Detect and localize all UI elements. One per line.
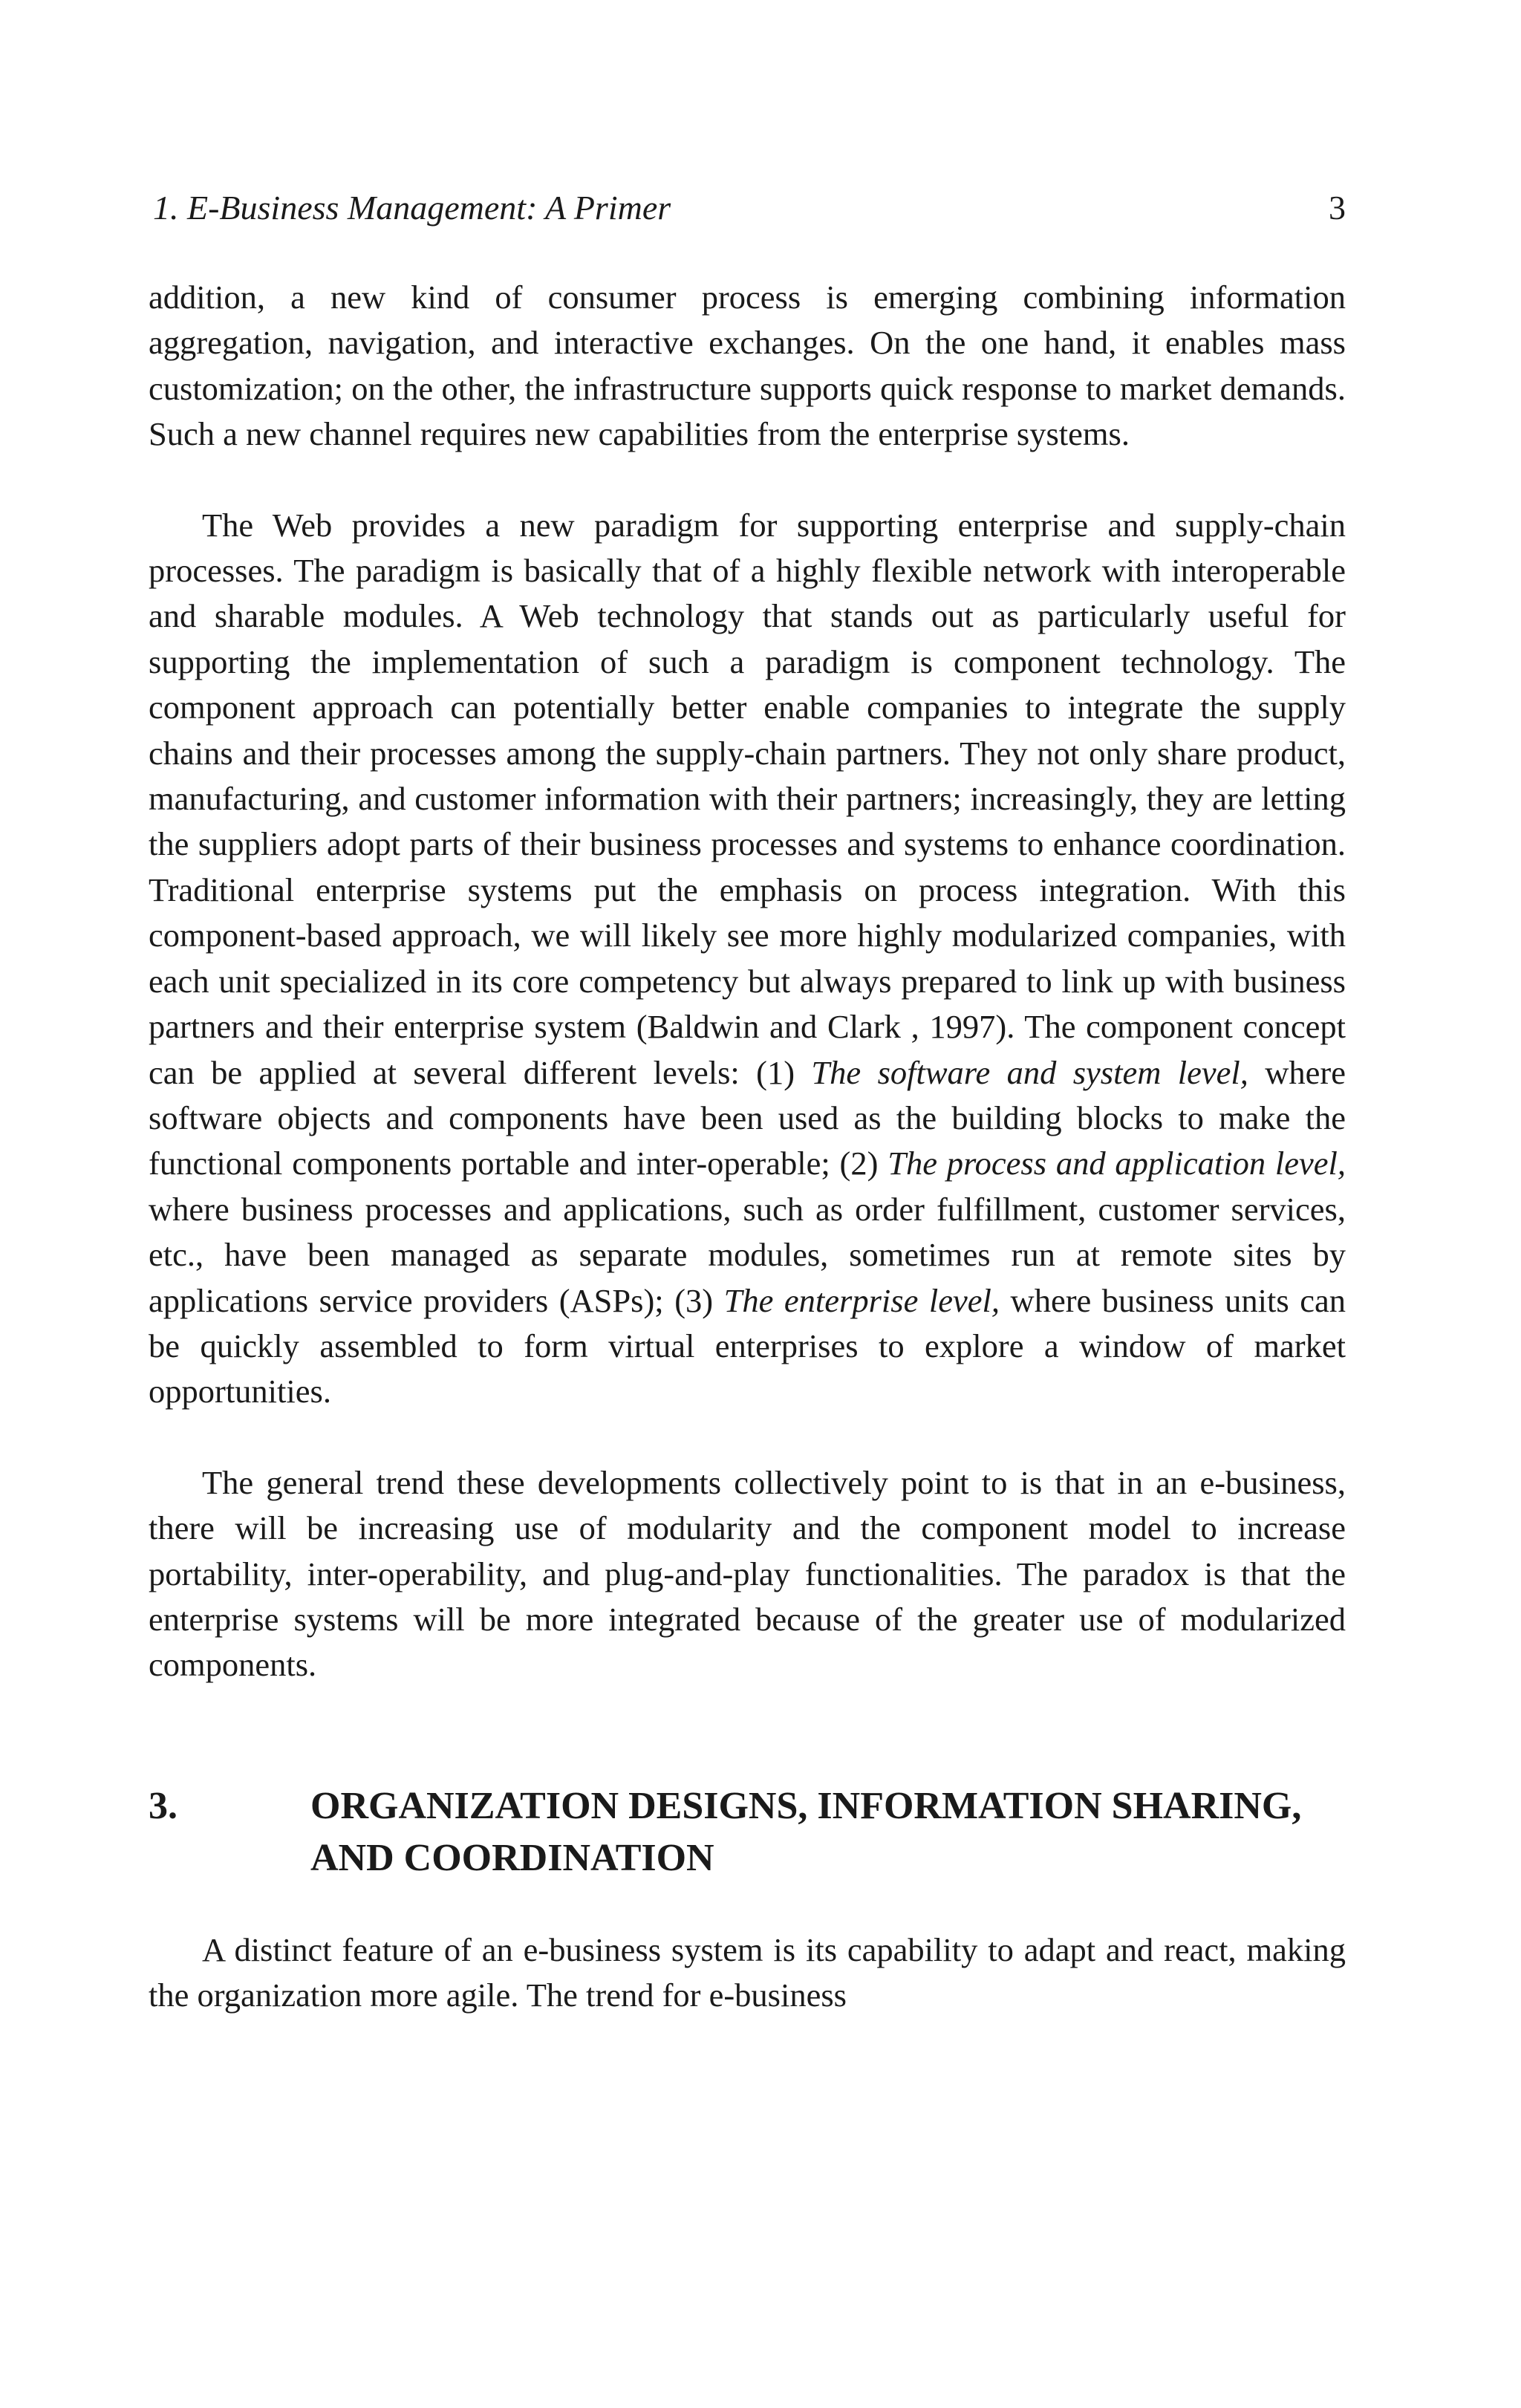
paragraph-text: where business units can be quickly assembled to form virtual enterprises to explore a window of market opportunities. (149, 1281, 1346, 1410)
section-title: ORGANIZATION DESIGNS, INFORMATION SHARING, AND COORDINATION (310, 1784, 1302, 1879)
running-head-title: 1. E-Business Management: A Primer (153, 189, 671, 227)
paragraph-text: The Web provides a new paradigm for supporting enterprise and supply-chain processes. The paradigm is basically that of a highly flexible network with interoperable and sharable modules. A Web technology that stands out as particularly useful for supporting the implementation of such a paradigm is component technology. The component approach can potentially better enable companies to integrate the supply chains and their processes among the supply-chain partners. They not only share product, manufacturing, and customer information with their partners; increasingly, they are letting the suppliers adopt parts of their business processes and systems to enhance coordination. Traditional enterprise systems put the emphasis on process integration. With this component-based approach, we will likely see more highly modularized companies, with each unit specialized in its core competency but always prepared to link up with business partners and their enterprise system (Baldwin and Clark , 1997). The component concept can be applied at several different levels: (1) (149, 506, 1346, 1091)
paragraph-web-paradigm (149, 503, 1346, 1415)
paragraph-general-trend: The general trend these developments collectively point to is that in an e-business, there will be increasing use of modularity and the component model to increase portability, inter-operability, and plug-and-play functionalities. The paradox is that the enterprise systems will be more integrated because of the greater use of modularized components. (149, 1463, 1346, 1684)
running-head (149, 184, 1346, 232)
italic-term-software-level: The software and system level, (811, 1053, 1248, 1091)
paragraph-continued: addition, a new kind of consumer process is emerging combining information aggregation, navigation, and interactive exchanges. On the one hand, it enables mass customization; on the other, the infrastructure supports quick response to market demands. Such a new channel requires new capabilities from the enterprise systems. (149, 279, 1346, 453)
italic-term-enterprise-level: The enterprise level, (723, 1281, 1000, 1319)
page-number: 3 (1329, 189, 1346, 227)
book-page (149, 0, 1346, 2408)
body-text (149, 275, 1346, 2019)
paragraph-text: where business processes and applications, such as order fulfillment, customer services, etc., have been managed as separate modules, sometimes run at remote sites by applications service providers (ASPs); (3) (149, 1190, 1346, 1319)
section-heading (149, 1780, 1346, 1884)
italic-term-process-level: The process and application level, (887, 1145, 1346, 1182)
paragraph-text: where software objects and components have been used as the building blocks to make the functional components portable and inter-operable; (2) (149, 1053, 1346, 1182)
paragraph-section-intro: A distinct feature of an e-business system is its capability to adapt and react, making the organization more agile. The trend for e-business (149, 1930, 1346, 2014)
section-number: 3. (149, 1784, 177, 1827)
